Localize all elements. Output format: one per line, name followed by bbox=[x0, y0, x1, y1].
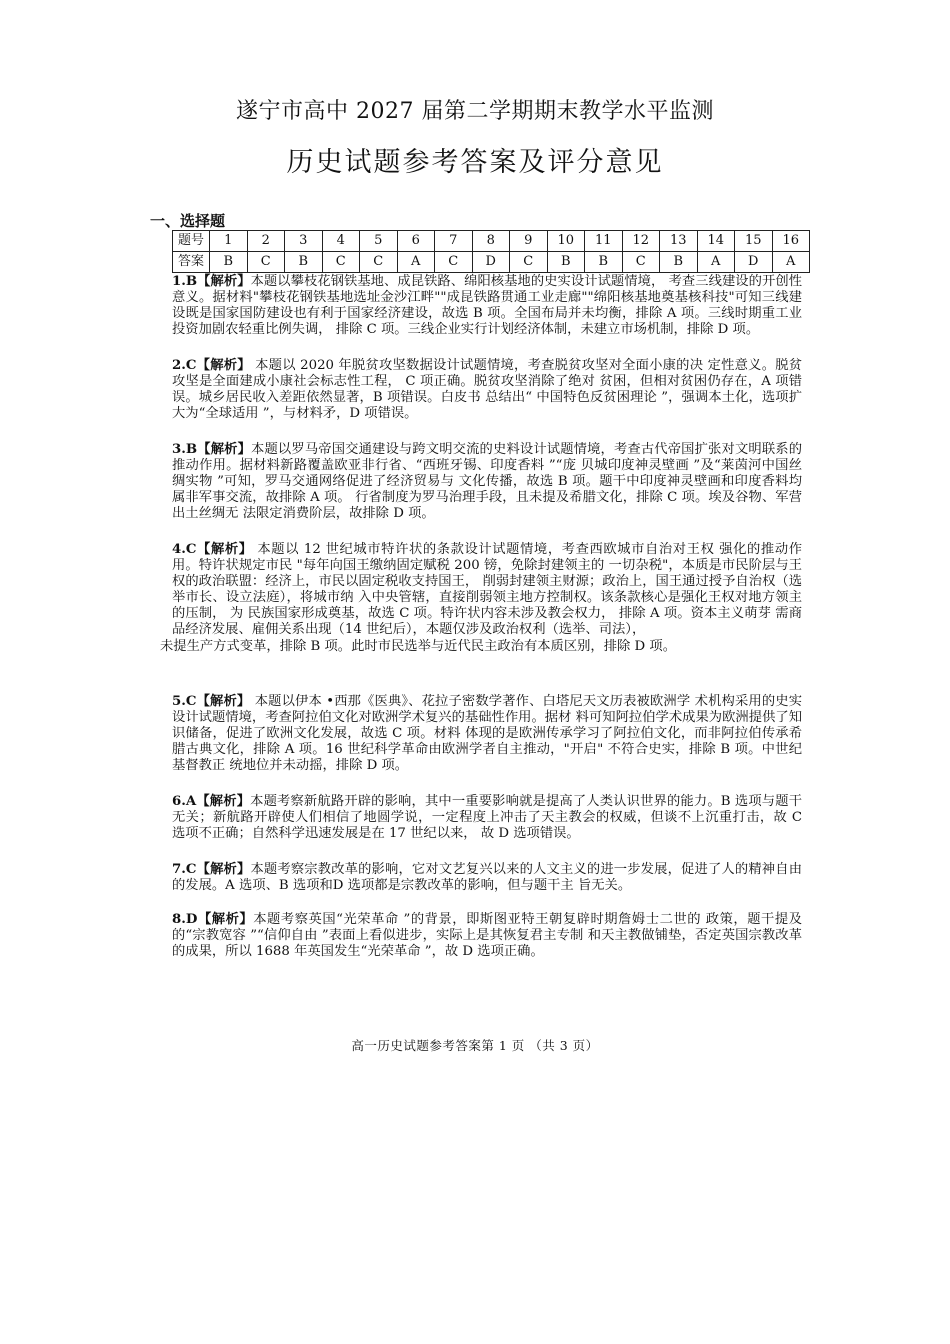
explanation-text: 本题考察宗教改革的影响，它对文艺复兴以来的人文主义的进一步发展，促进了人的精神自由的发展。A 选项、B 选项和D 选项都是宗教改革的影响，但与题干主 旨无关。 bbox=[172, 862, 802, 894]
explanation-number: 8.D bbox=[172, 912, 198, 927]
answer-cell: B bbox=[585, 252, 623, 273]
question-number: 7 bbox=[435, 231, 473, 252]
explanation-tag: 【解析】 bbox=[196, 694, 251, 709]
answer-cell: B bbox=[660, 252, 698, 273]
question-number: 2 bbox=[247, 231, 285, 252]
explanation-number: 1.B bbox=[172, 274, 198, 289]
answer-cell: C bbox=[622, 252, 660, 273]
answer-cell: C bbox=[360, 252, 398, 273]
explanation-text: 本题以伊本 •西那《医典》、花拉子密数学著作、白塔尼天文历表被欧洲学 术机构采用的史实设计试题情境，考查阿拉伯文化对欧洲学术复兴的基础性作用。据材 料可知阿拉伯学术成果为欧洲提供了知识储备，促进了欧洲文化发展，故选 C 项。材料 体现的是欧洲传承学习了阿拉伯文化，而非阿拉伯传承希腊古典文化，排除 A 项。16 世纪科学革命由欧洲学者自主推动，"开启" 不符合史实，排除 B 项。中世纪基督教正 统地位并未动摇，排除 D 项。 bbox=[172, 694, 802, 774]
page-footer: 高一历史试题参考答案第 1 页 （共 3 页） bbox=[351, 1038, 599, 1053]
explanation-8 bbox=[172, 912, 802, 960]
answer-cell: C bbox=[510, 252, 548, 273]
explanation-tag: 【解析】 bbox=[196, 358, 251, 373]
question-number: 3 bbox=[285, 231, 323, 252]
explanation-number: 5.C bbox=[172, 694, 197, 709]
explanation-text: 本题以 12 世纪城市特许状的条款设计试题情境，考查西欧城市自治对王权 强化的推动作用。特许状规定市民 "每年向国王缴纳固定赋税 200 镑，免除封建领主的 一切杂税"，本质是市民阶层与王权的政治联盟：经济上，市民以固定税收支持国王， 削弱封建领主财源；政治上，国王通过授予自治权（选举市长、设立法庭），将城市纳 入中央管辖，直接削弱领主地方控制权。该条款核心是强化王权对地方领主的压制， 为 民族国家形成奠基，故选 C 项。特许状内容未涉及教会权力， 排除 A 项。资本主义萌芽 需商品经济发展、雇佣关系出现（14 世纪后），本题仅涉及政治权利（选举、司法）， bbox=[172, 542, 803, 638]
answer-table bbox=[172, 230, 810, 273]
document-title: 历史试题参考答案及评分意见 bbox=[286, 147, 664, 178]
explanation-6 bbox=[172, 794, 802, 842]
question-number: 8 bbox=[472, 231, 510, 252]
explanation-continuation: 未提生产方式变革，排除 B 项。此时市民选举与近代民主政治有本质区别，排除 D 项。 bbox=[160, 638, 677, 654]
explanation-tag: 【解析】 bbox=[197, 912, 254, 927]
explanation-tag: 【解析】 bbox=[196, 794, 251, 809]
explanation-5 bbox=[172, 694, 802, 774]
explanation-number: 3.B bbox=[172, 442, 198, 457]
question-number: 5 bbox=[360, 231, 398, 252]
explanation-number: 4.C bbox=[172, 542, 197, 557]
explanation-7 bbox=[172, 862, 802, 894]
explanation-4 bbox=[160, 542, 803, 655]
question-number-row bbox=[173, 231, 810, 252]
explanation-text: 本题以罗马帝国交通建设与跨文明交流的史料设计试题情境，考查古代帝国扩张对文明联系的推动作用。据材料新路覆盖欧亚非行省、“西班牙锡、印度香料 ”“庞 贝城印度神灵壁画 ”及“莱茵河中国丝绸实物 ”可知，罗马交通网络促进了经济贸易与 文化传播，故选 B 项。题干中印度神灵壁画和印度香料均属非军事交流，故排除 A 项。 行省制度为罗马治理手段，且未提及希腊文化，排除 C 项。埃及谷物、军营出土丝绸无 法限定消费阶层，故排除 D 项。 bbox=[172, 442, 803, 522]
explanation-tag: 【解析】 bbox=[197, 274, 251, 289]
explanation-number: 2.C bbox=[172, 358, 197, 373]
explanation-number: 7.C bbox=[172, 862, 197, 877]
row-label-answer: 答案 bbox=[173, 252, 210, 273]
answer-cell: C bbox=[435, 252, 473, 273]
answer-cell: B bbox=[210, 252, 248, 273]
answer-row bbox=[173, 252, 810, 273]
explanation-text: 本题考察英国“光荣革命 ”的背景，即斯图亚特王朝复辟时期詹姆士二世的 政策，题干提及的“宗教宽容 ”“信仰自由 ”表面上看似进步，实际上是其恢复君主专制 和天主教做铺垫，否定英国宗教改革的成果，所以 1688 年英国发生“光荣革命 ”，故 D 选项正确。 bbox=[172, 912, 802, 960]
answer-cell: D bbox=[472, 252, 510, 273]
answer-cell: A bbox=[697, 252, 735, 273]
question-number: 12 bbox=[622, 231, 660, 252]
explanation-text: 本题以 2020 年脱贫攻坚数据设计试题情境，考查脱贫攻坚对全面小康的决 定性意义。脱贫攻坚是全面建成小康社会标志性工程， C 项正确。脱贫攻坚消除了绝对 贫困，但相对贫困仍存在，A 项错误。城乡居民收入差距依然显著，B 项错误。白皮书 总结出“ 中国特色反贫困理论 ”，强调本土化，选项扩大为“全球适用 ”，与材料矛，D 项错误。 bbox=[172, 358, 803, 422]
answer-cell: A bbox=[772, 252, 810, 273]
question-number: 14 bbox=[697, 231, 735, 252]
explanation-3 bbox=[172, 442, 802, 522]
explanation-text: 本题以攀枝花钢铁基地、成昆铁路、绵阳核基地的史实设计试题情境， 考查三线建设的开创性意义。据材料"攀枝花钢铁基地选址金沙江畔""成昆铁路贯通工业走廊""绵阳核基地奠基核科技"可知三线建设既是国家国防建设也有利于国家经济建设，故选 B 项。全国布局并未均衡，排除 A 项。三线时期重工业投资加剧农轻重比例失调， 排除 C 项。三线企业实行计划经济体制，未建立市场机制，排除 D 项。 bbox=[172, 274, 802, 338]
question-number: 6 bbox=[397, 231, 435, 252]
explanation-number: 6.A bbox=[172, 794, 197, 809]
question-number: 13 bbox=[660, 231, 698, 252]
answer-cell: A bbox=[397, 252, 435, 273]
explanation-tag: 【解析】 bbox=[196, 542, 253, 557]
question-number: 11 bbox=[585, 231, 623, 252]
answer-cell: D bbox=[735, 252, 773, 273]
question-number: 1 bbox=[210, 231, 248, 252]
answer-cell: C bbox=[322, 252, 360, 273]
explanation-tag: 【解析】 bbox=[197, 442, 252, 457]
answer-cell: B bbox=[285, 252, 323, 273]
section-heading: 一、选择题 bbox=[150, 212, 226, 230]
explanation-1 bbox=[172, 274, 802, 338]
answer-cell: C bbox=[247, 252, 285, 273]
answer-cell: B bbox=[547, 252, 585, 273]
question-number: 15 bbox=[735, 231, 773, 252]
question-number: 10 bbox=[547, 231, 585, 252]
exam-title: 遂宁市高中 2027 届第二学期期末教学水平监测 bbox=[236, 99, 714, 124]
question-number: 16 bbox=[772, 231, 810, 252]
row-label-question: 题号 bbox=[173, 231, 210, 252]
question-number: 4 bbox=[322, 231, 360, 252]
explanation-tag: 【解析】 bbox=[196, 862, 251, 877]
question-number: 9 bbox=[510, 231, 548, 252]
explanation-text: 本题考察新航路开辟的影响，其中一重要影响就是提高了人类认识世界的能力。B 选项与题干无关；新航路开辟使人们相信了地圆学说，一定程度上冲击了天主教会的权威，但谈不上沉重打击，故 C 选项不正确；自然科学迅速发展是在 17 世纪以来， 故 D 选项错误。 bbox=[172, 794, 802, 842]
explanation-2 bbox=[172, 358, 802, 422]
